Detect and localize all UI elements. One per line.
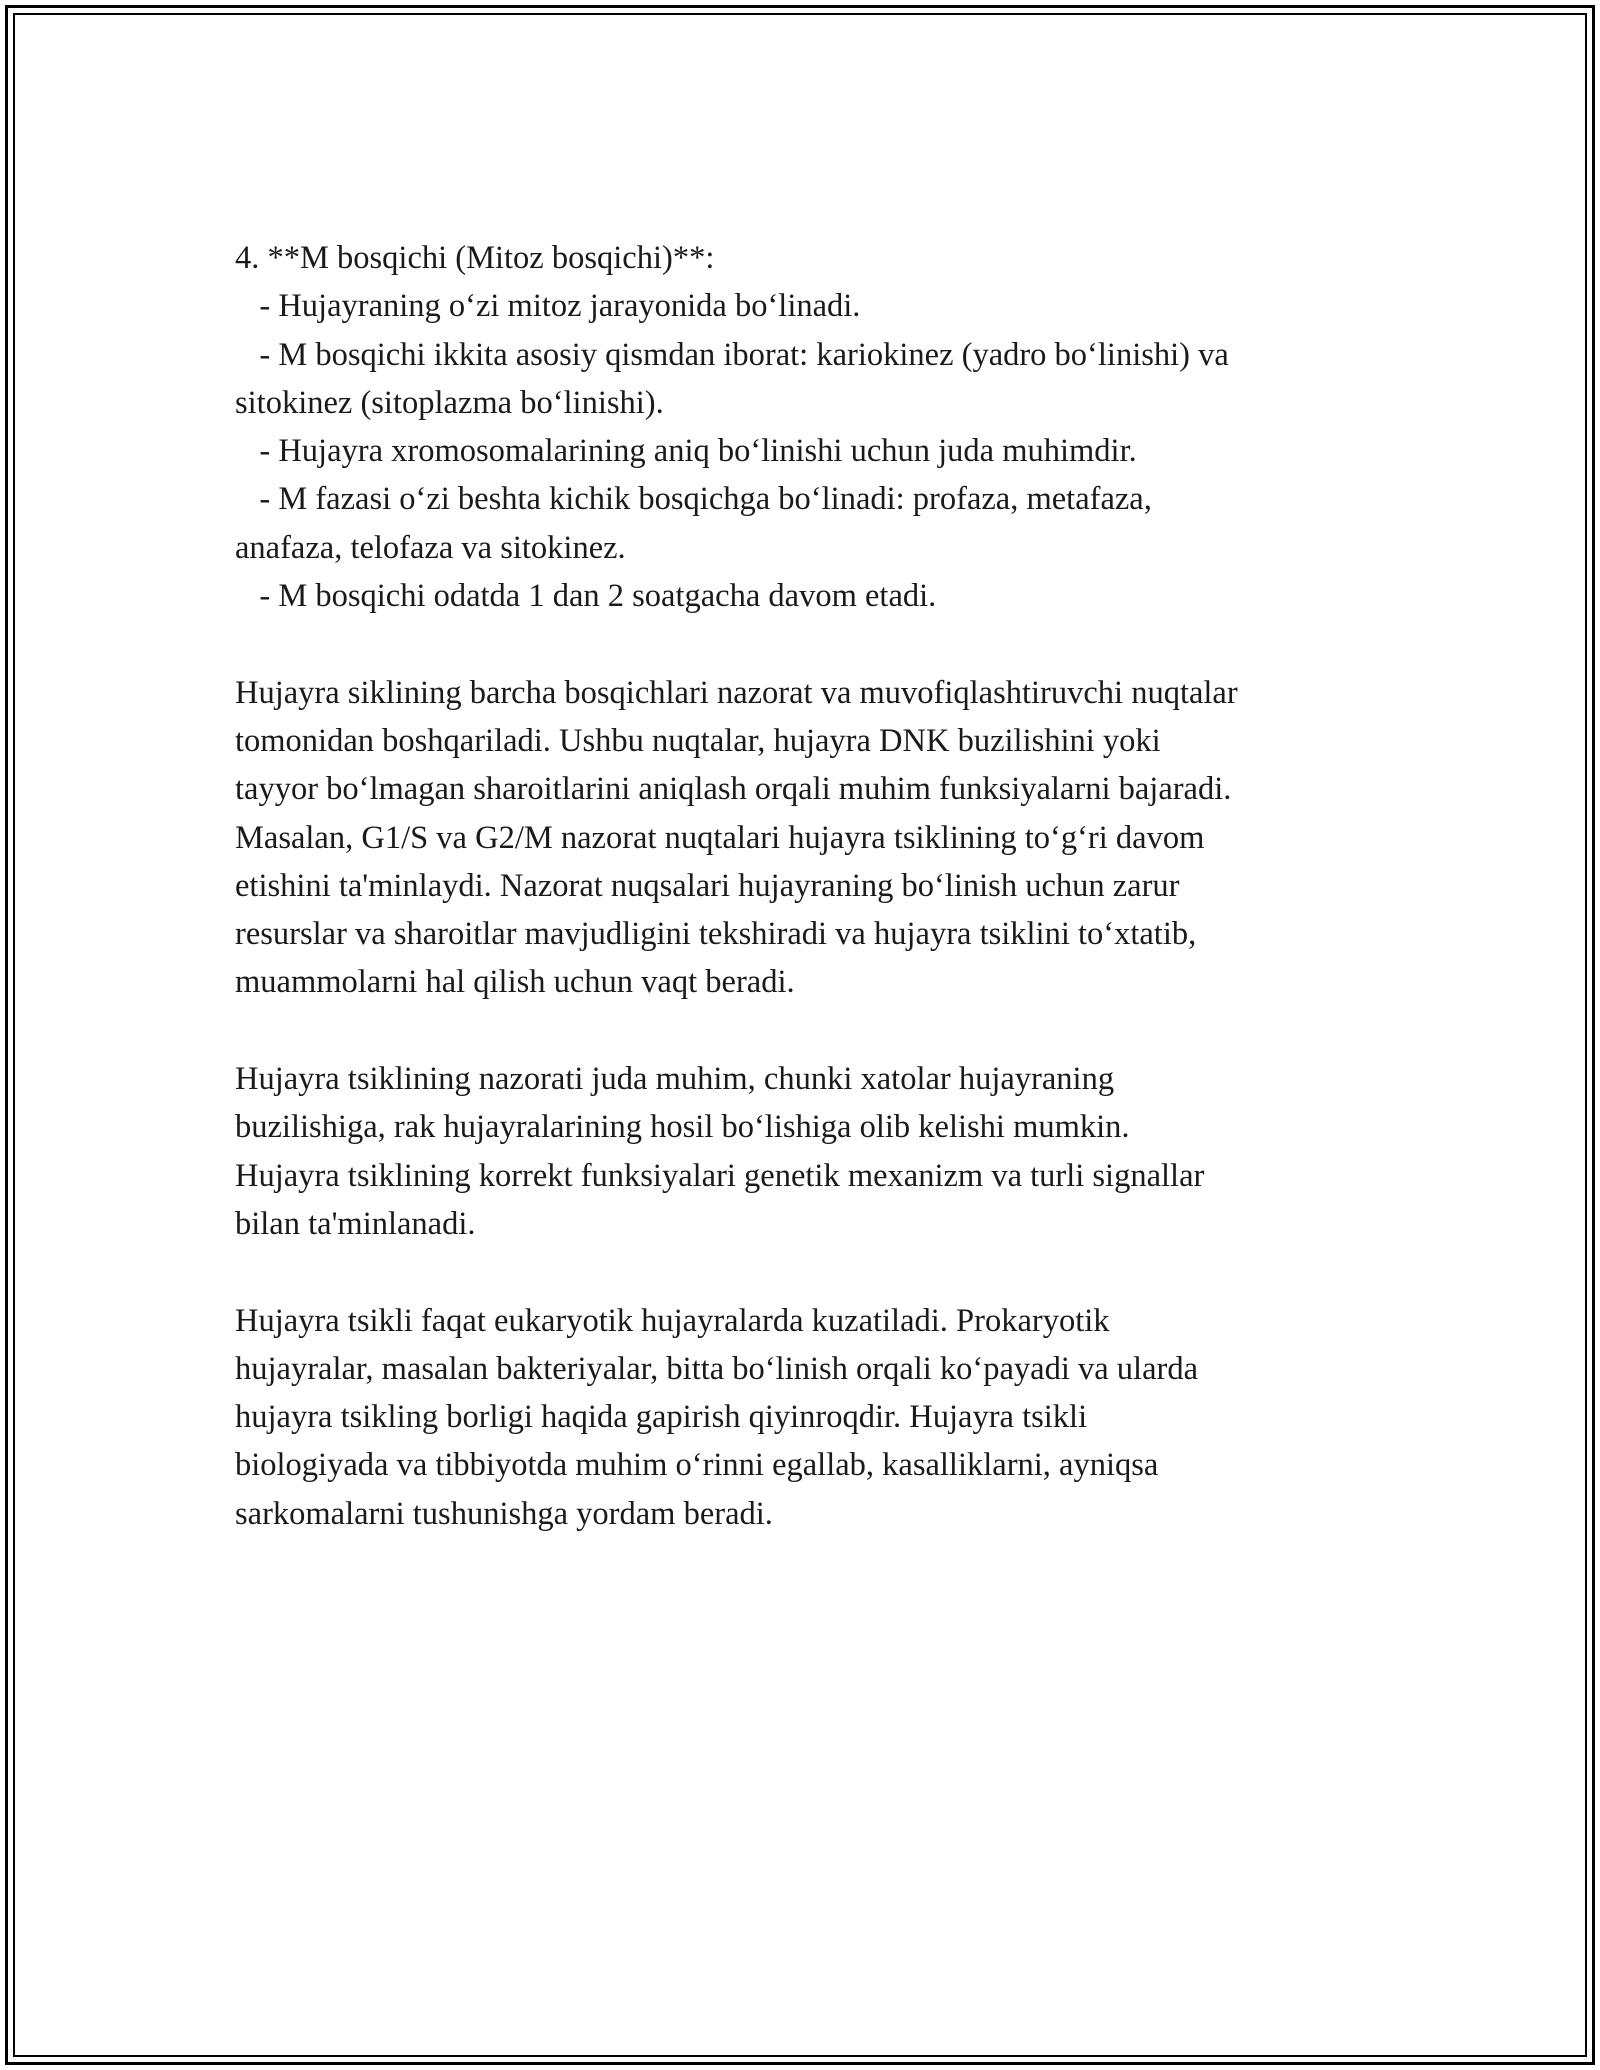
section-heading: 4. **M bosqichi (Mitoz bosqichi)**: — [235, 240, 715, 276]
paragraph-control-importance — [235, 1055, 1375, 1248]
text-line: Hujayra tsiklining korrekt funksiyalari genetik mexanizm va turli signallar — [235, 1157, 1205, 1194]
text-line: tayyor bo‘lmagan sharoitlarini aniqlash orqali muhim funksiyalarni bajaradi. — [235, 771, 1232, 808]
text-line: buzilishiga, rak hujayralarining hosil bo‘lishiga olib kelishi mumkin. — [235, 1109, 1130, 1146]
m-phase-section — [235, 234, 1375, 620]
text-line: hujayra tsikling borligi haqida gapirish qiyinroqdir. Hujayra tsikli — [235, 1399, 1088, 1436]
text-line: muammolarni hal qilish uchun vaqt beradi. — [235, 964, 795, 1001]
text-line: etishini ta'minlaydi. Nazorat nuqsalari hujayraning bo‘linish uchun zarur — [235, 867, 1180, 904]
paragraph-eukaryotes — [235, 1297, 1375, 1538]
text-line: - Hujayraning o‘zi mitoz jarayonida bo‘linadi. — [235, 288, 861, 325]
text-line: - M fazasi o‘zi beshta kichik bosqichga bo‘linadi: profaza, metafaza, — [235, 481, 1152, 518]
document-body — [235, 234, 1375, 1538]
text-line: - Hujayra xromosomalarining aniq bo‘linishi uchun juda muhimdir. — [235, 433, 1137, 470]
text-line: biologiyada va tibbiyotda muhim o‘rinni egallab, kasalliklarni, ayniqsa — [235, 1447, 1159, 1484]
text-line: anafaza, telofaza va sitokinez. — [235, 529, 626, 566]
text-line: Hujayra tsikli faqat eukaryotik hujayralarda kuzatiladi. Prokaryotik — [235, 1302, 1110, 1339]
text-line: hujayralar, masalan bakteriyalar, bitta bo‘linish orqali ko‘payadi va ularda — [235, 1350, 1199, 1387]
text-line: tomonidan boshqariladi. Ushbu nuqtalar, hujayra DNK buzilishini yoki — [235, 722, 1161, 759]
text-line: sarkomalarni tushunishga yordam beradi. — [235, 1495, 773, 1532]
paragraph-checkpoints — [235, 669, 1375, 1007]
text-line: - M bosqichi odatda 1 dan 2 soatgacha davom etadi. — [235, 578, 937, 615]
text-line: bilan ta'minlanadi. — [235, 1205, 476, 1242]
text-line: Masalan, G1/S va G2/M nazorat nuqtalari hujayra tsiklining to‘g‘ri davom — [235, 819, 1205, 856]
text-line: Hujayra tsiklining nazorati juda muhim, chunki xatolar hujayraning — [235, 1061, 1115, 1098]
text-line: resurslar va sharoitlar mavjudligini tekshiradi va hujayra tsiklini to‘xtatib, — [235, 916, 1197, 953]
text-line: Hujayra siklining barcha bosqichlari nazorat va muvofiqlashtiruvchi nuqtalar — [235, 674, 1238, 711]
text-line: - M bosqichi ikkita asosiy qismdan iborat: kariokinez (yadro bo‘linishi) va — [235, 336, 1229, 373]
text-line: sitokinez (sitoplazma bo‘linishi). — [235, 384, 664, 421]
